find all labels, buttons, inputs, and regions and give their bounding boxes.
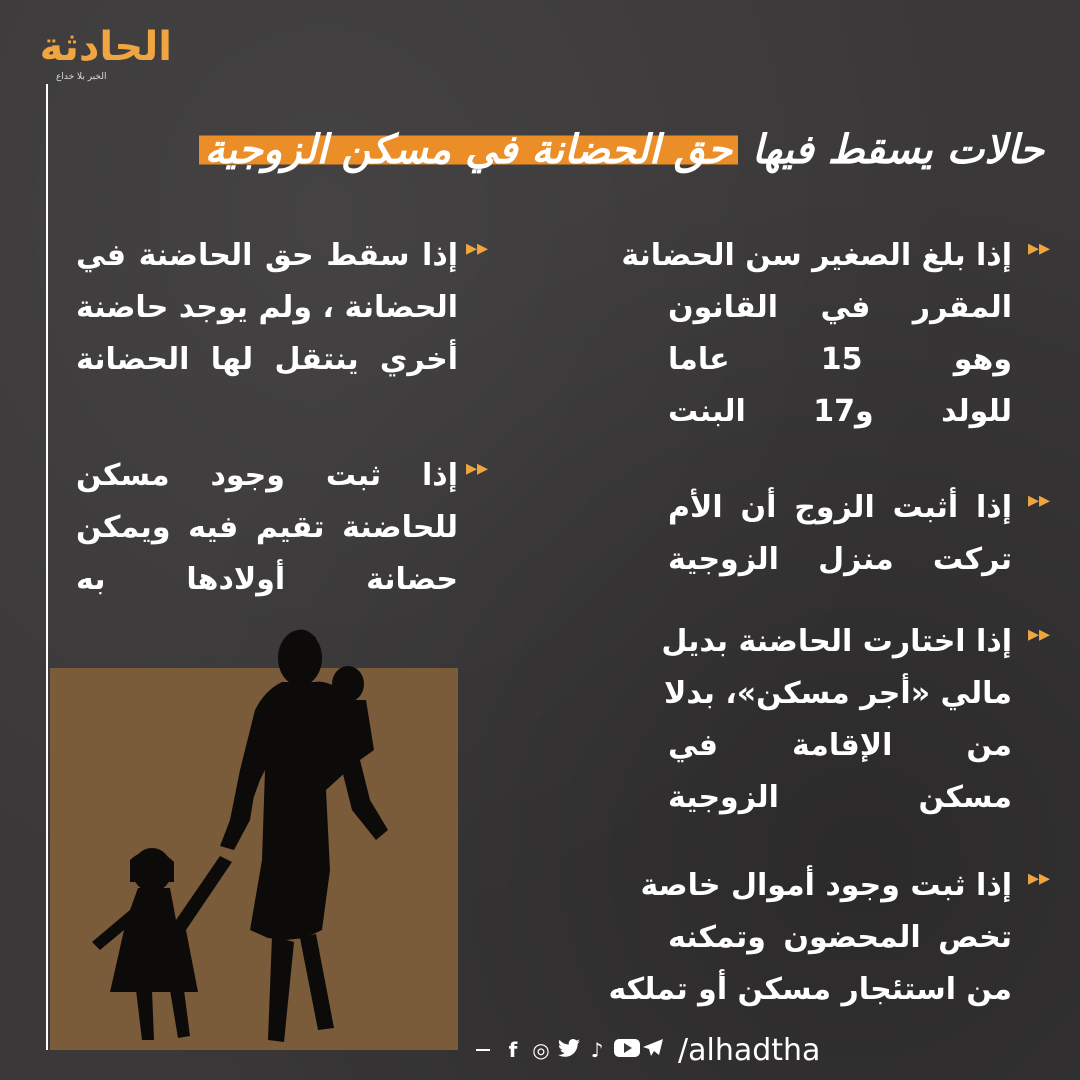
item-line: الحضانة ، ولم يوجد حاضنة (76, 290, 458, 325)
left-item-1 (76, 230, 458, 386)
bullet-icon: ▸▸ (466, 456, 489, 481)
right-item-3 (661, 616, 1012, 824)
item-line: إذا ثبت وجود مسكن (76, 458, 458, 493)
instagram-icon[interactable]: ◎ (532, 1038, 550, 1062)
right-item-1 (621, 230, 1012, 438)
item-line: إذا بلغ الصغير سن الحضانة (621, 238, 1012, 273)
item-line: من الإقامة في (668, 728, 1012, 763)
item-line: إذا اختارت الحاضنة بديل (661, 624, 1012, 659)
item-line: إذا ثبت وجود أموال خاصة (640, 868, 1012, 903)
right-item-4 (608, 860, 1012, 1016)
tiktok-icon[interactable]: ♪ (590, 1038, 604, 1062)
item-line: إذا سقط حق الحاضنة في (76, 238, 458, 273)
bullet-icon: ▸▸ (466, 236, 489, 261)
item-line: تركت منزل الزوجية (668, 542, 1012, 577)
social-footer (476, 1030, 820, 1070)
bullet-icon: ▸▸ (1028, 236, 1051, 261)
item-line: تخص المحضون وتمكنه (668, 920, 1012, 955)
item-line: أخري ينتقل لها الحضانة (76, 342, 458, 377)
social-handle[interactable]: /alhadtha (678, 1032, 821, 1068)
telegram-icon[interactable] (642, 1038, 664, 1063)
left-item-2 (76, 450, 458, 606)
item-line: للولد و17 البنت (668, 394, 1012, 429)
item-line: إذا أثبت الزوج أن الأم (668, 490, 1012, 525)
title-bar (199, 118, 1044, 182)
item-line: من استئجار مسكن أو تملكه (608, 972, 1012, 1007)
bullet-icon: ▸▸ (1028, 866, 1051, 891)
item-line: للحاضنة تقيم فيه ويمكن (76, 510, 458, 545)
facebook-icon[interactable]: f (508, 1038, 518, 1062)
youtube-icon[interactable] (614, 1038, 636, 1062)
page-title (199, 120, 1044, 180)
twitter-icon[interactable] (558, 1038, 580, 1062)
item-line: مالي «أجر مسكن»، بدلا (664, 676, 1012, 711)
bullet-icon: ▸▸ (1028, 622, 1051, 647)
logo-tagline: الخبر بلا خداع (56, 72, 107, 82)
item-line: حضانة أولادها به (76, 562, 458, 597)
footer-divider (476, 1049, 490, 1051)
item-line: وهو 15 عاما (668, 342, 1012, 377)
bullet-icon: ▸▸ (1028, 488, 1051, 513)
mother-children-silhouette (90, 620, 430, 1050)
title-highlight: حق الحضانة في مسكن الزوجية (199, 127, 738, 173)
item-line: مسكن الزوجية (668, 780, 1012, 815)
item-line: المقرر في القانون (668, 290, 1012, 325)
frame-line (46, 84, 48, 1050)
brand-logo (26, 22, 176, 94)
right-item-2 (668, 482, 1012, 586)
title-part: حالات يسقط فيها (751, 127, 1044, 173)
logo-text: الحادثة (39, 24, 172, 70)
